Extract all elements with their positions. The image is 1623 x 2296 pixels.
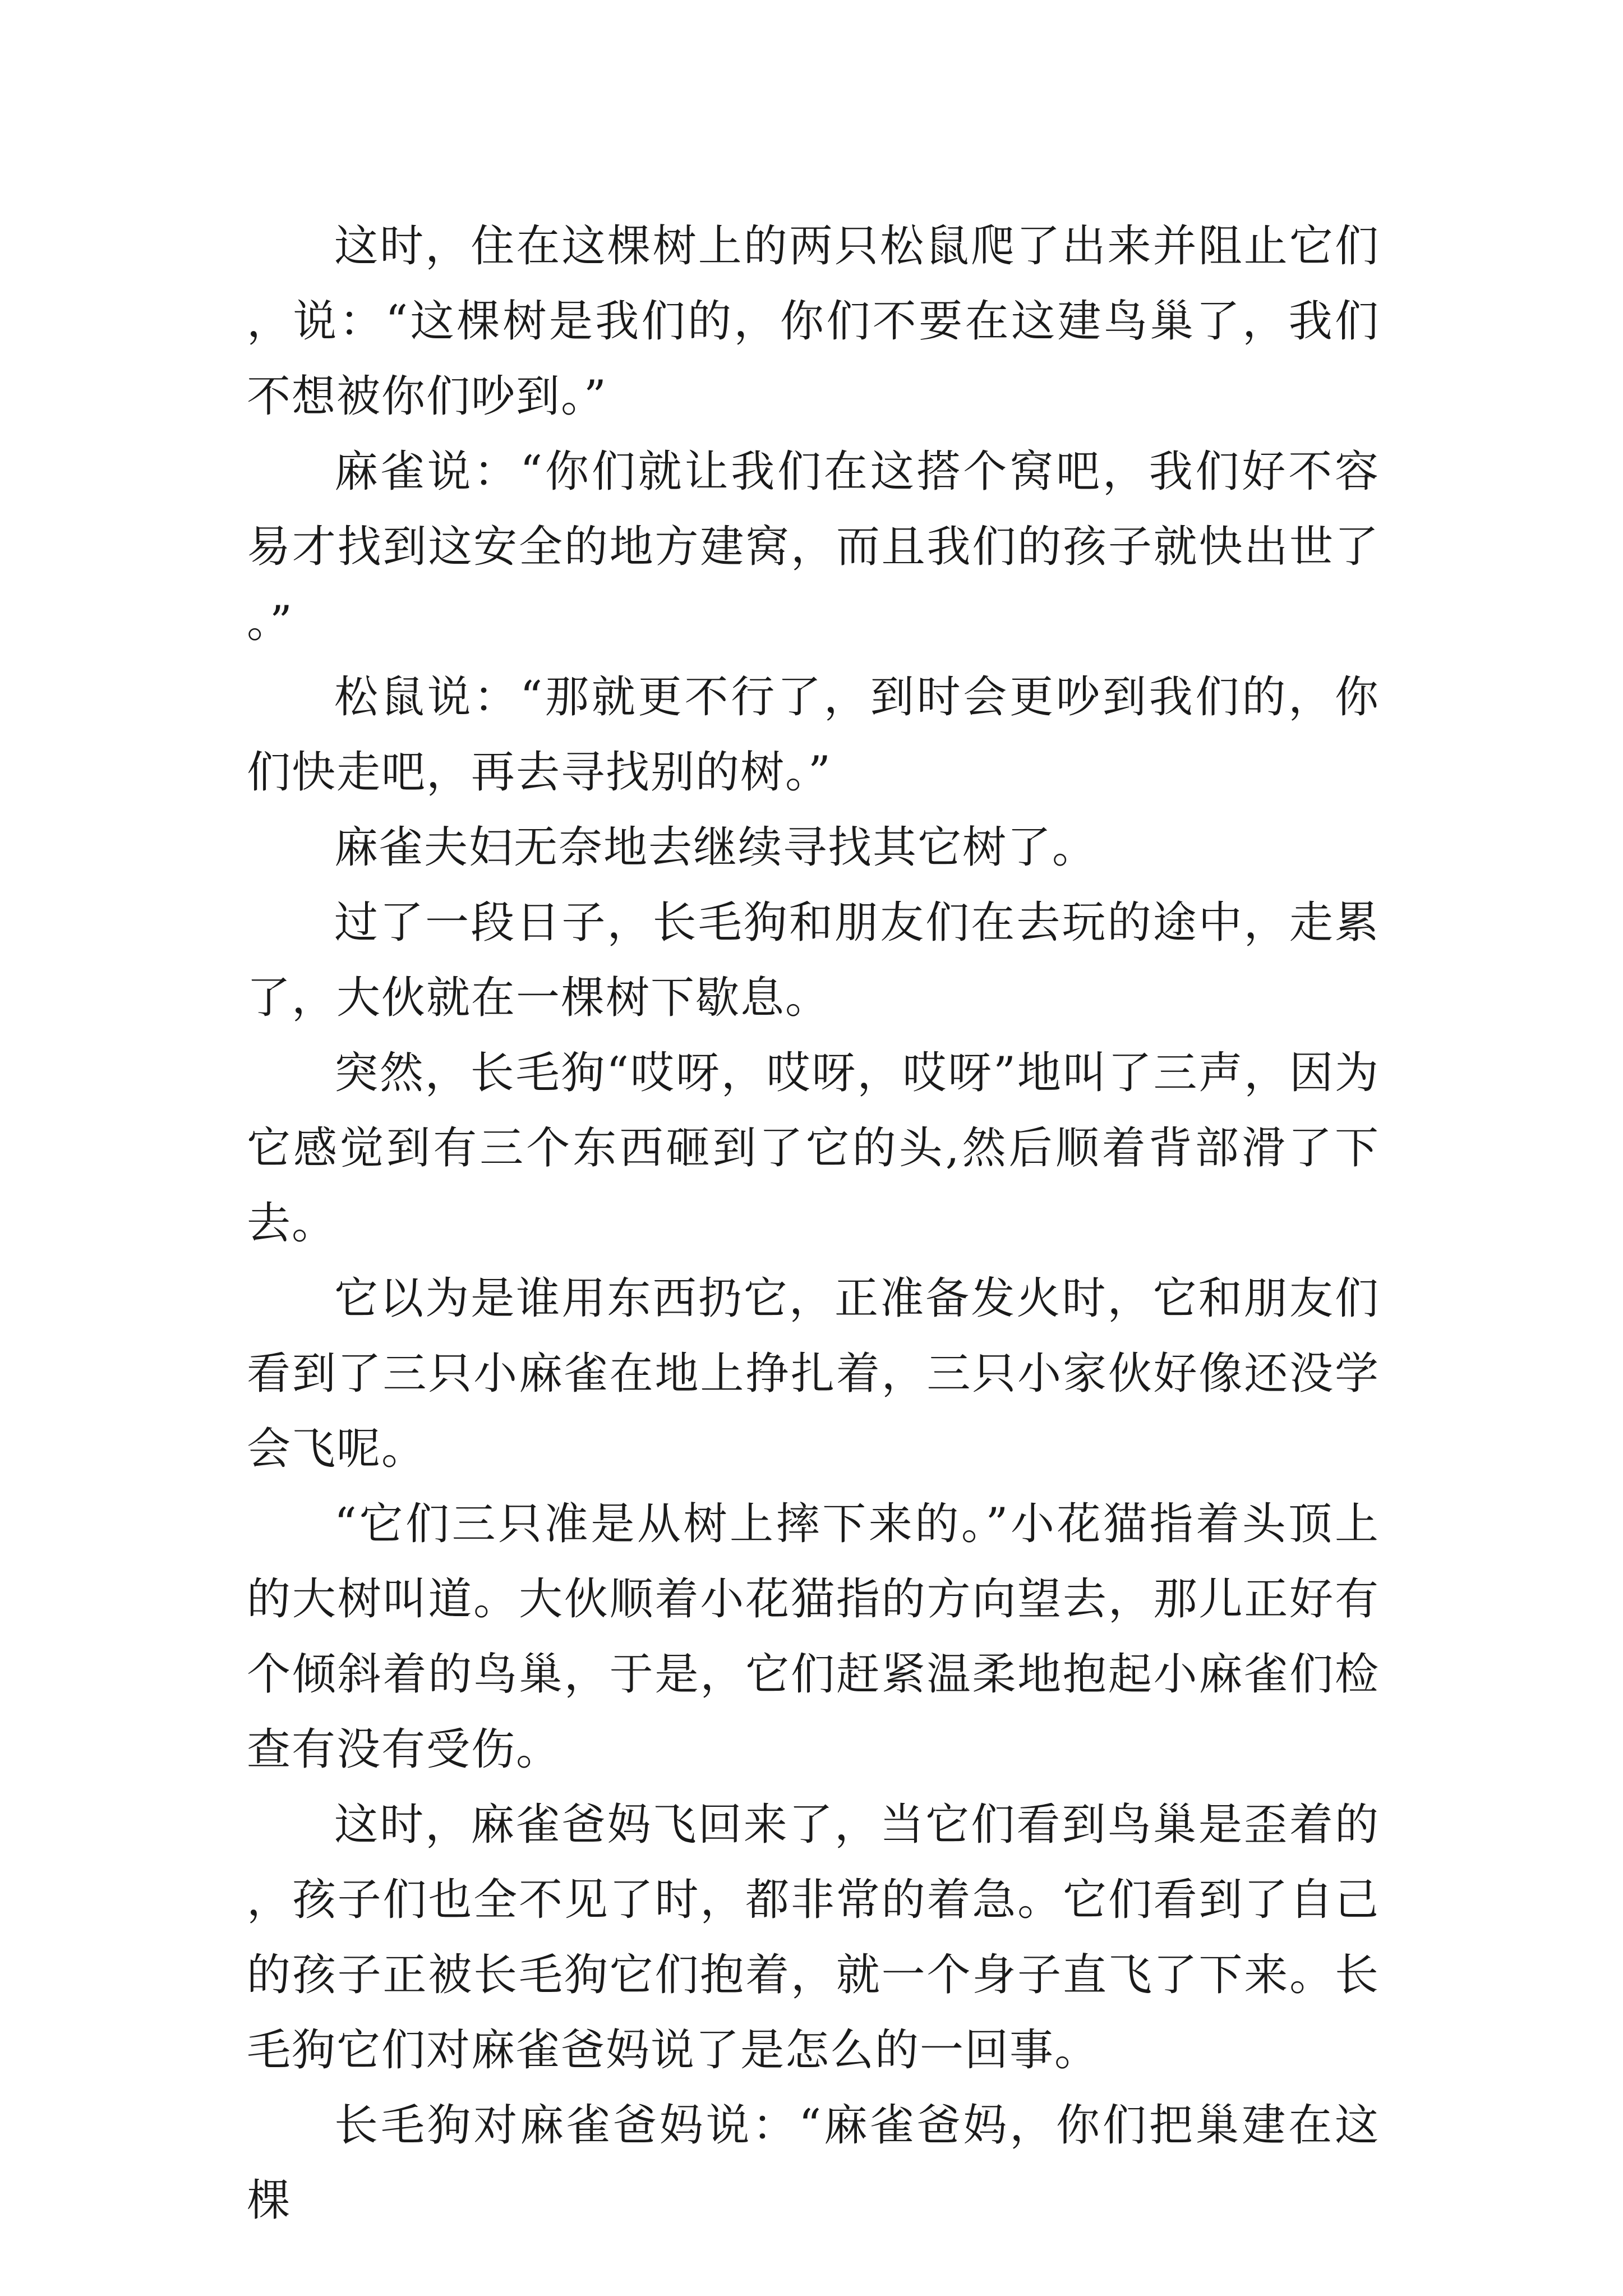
paragraph-4: 麻雀夫妇无奈地去继续寻找其它树了。: [334, 822, 1098, 873]
paragraph-1: 这时，住在这棵树上的两只松鼠爬了出来并阻止它们，说：“这棵树是我们的，你们不要在这建鸟巢了，我们不想被你们吵到。”: [247, 221, 1380, 422]
story-text: [247, 209, 1380, 2238]
paragraph-8: “它们三只准是从树上摔下来的。”小花猫指着头顶上的大树叫道。大伙顺着小花猫指的方向望去，那儿正好有个倾斜着的鸟巢，于是，它们赶紧温柔地抱起小麻雀们检查有没有受伤。: [247, 1499, 1380, 1775]
paragraph-5: 过了一段日子，长毛狗和朋友们在去玩的途中，走累了，大伙就在一棵树下歇息。: [247, 898, 1380, 1023]
paragraph-10: 长毛狗对麻雀爸妈说：“麻雀爸妈，你们把巢建在这棵: [247, 2100, 1380, 2226]
paragraph-9: 这时，麻雀爸妈飞回来了，当它们看到鸟巢是歪着的，孩子们也全不见了时，都非常的着急。它们看到了自己的孩子正被长毛狗它们抱着，就一个身子直飞了下来。长毛狗它们对麻雀爸妈说了是怎么的一回事。: [247, 1800, 1380, 2076]
paragraph-6: 突然，长毛狗“哎呀，哎呀，哎呀”地叫了三声，因为它感觉到有三个东西砸到了它的头,然后顺着背部滑了下去。: [247, 1048, 1380, 1249]
paragraph-2: 麻雀说：“你们就让我们在这搭个窝吧，我们好不容易才找到这安全的地方建窝，而且我们的孩子就快出世了。”: [247, 447, 1380, 647]
paragraph-3: 松鼠说：“那就更不行了，到时会更吵到我们的，你们快走吧，再去寻找别的树。”: [247, 672, 1380, 798]
paragraph-7: 它以为是谁用东西扔它，正准备发火时，它和朋友们看到了三只小麻雀在地上挣扎着，三只小家伙好像还没学会飞呢。: [247, 1273, 1380, 1474]
